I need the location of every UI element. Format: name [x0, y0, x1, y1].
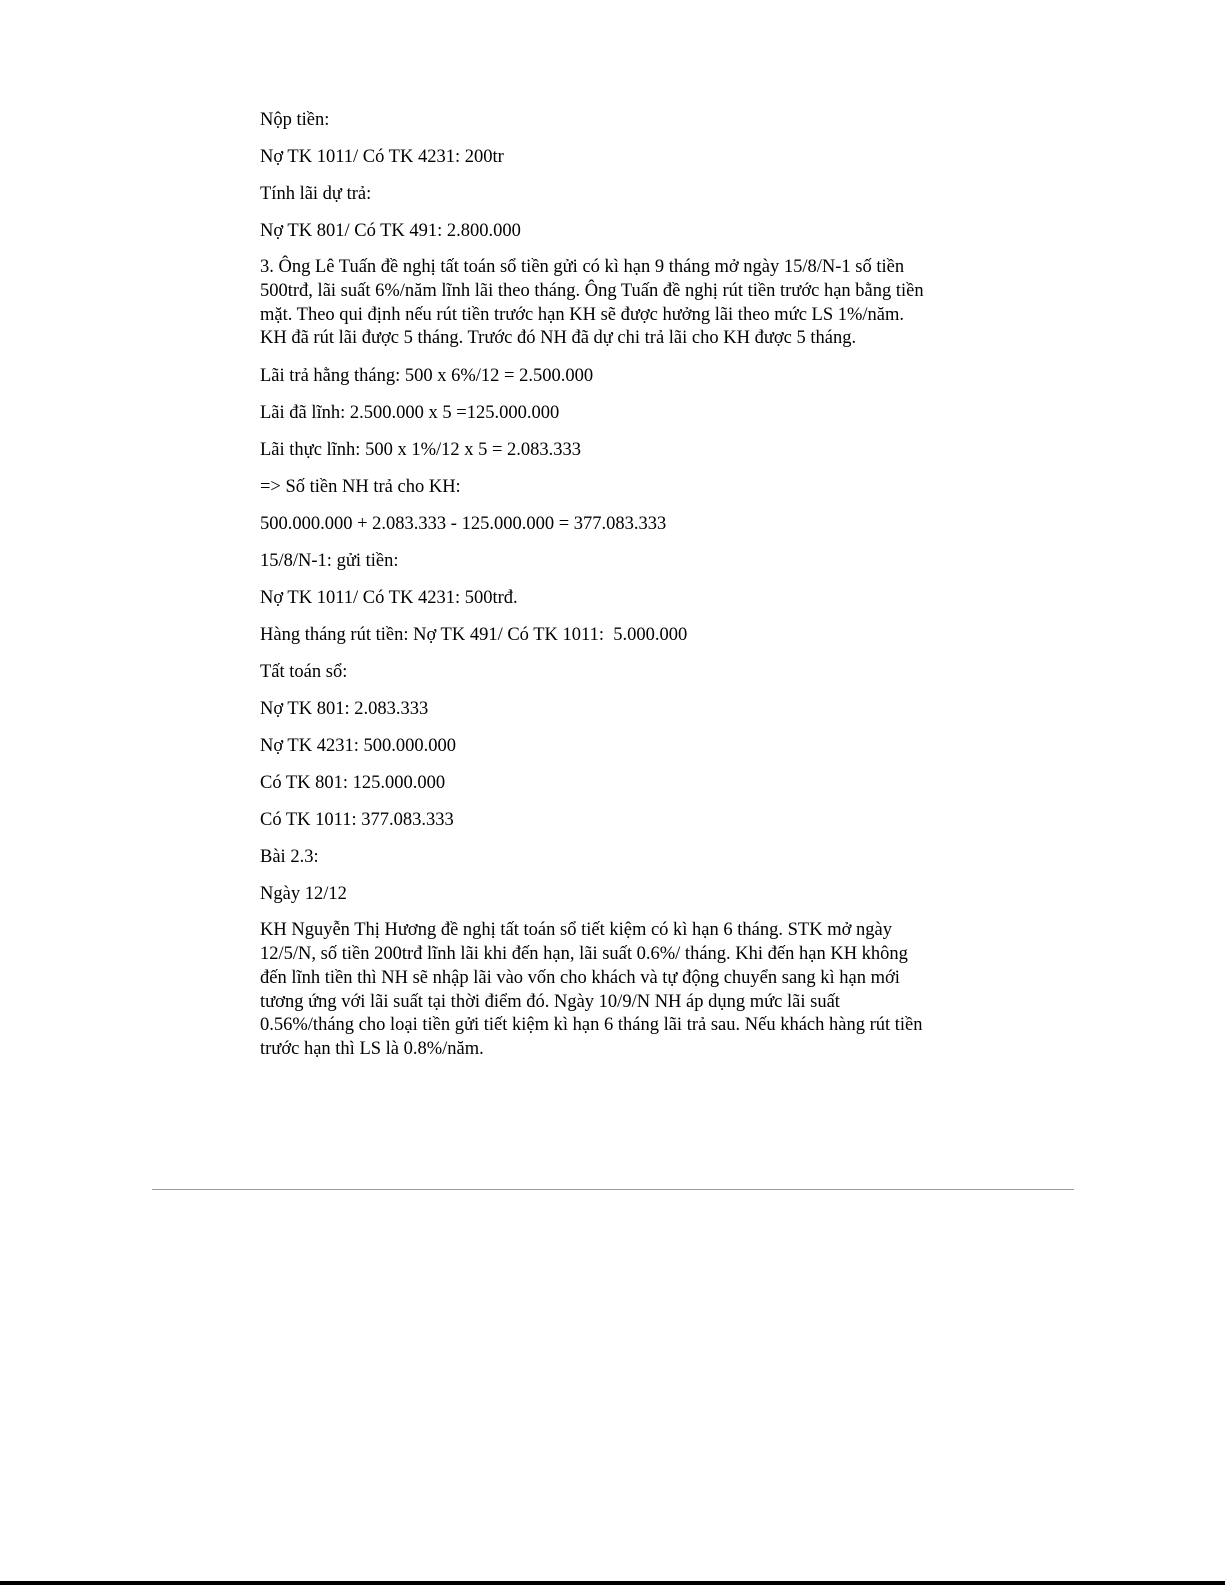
paragraph-deposit-heading: Nộp tiền: [260, 110, 330, 130]
paragraph-exercise-heading: Bài 2.3: [260, 847, 319, 868]
paragraph-monthly-interest: Lãi trả hằng tháng: 500 x 6%/12 = 2.500.000 [260, 366, 594, 387]
paragraph-payout-heading: => Số tiền NH trả cho KH: [260, 477, 461, 498]
paragraph-accrued-interest-heading: Tính lãi dự trả: [260, 184, 372, 204]
paragraph-interest-received: Lãi đã lĩnh: 2.500.000 x 5 =125.000.000 [260, 403, 560, 424]
paragraph-exercise-description: KH Nguyễn Thị Hương đề nghị tất toán sổ tiết kiệm có kì hạn 6 tháng. STK mở ngày 12/5/N, số tiền 200trđ lĩnh lãi khi đến hạn, lãi suất 0.6%/ tháng. Khi đến hạn KH không đến lĩnh tiền thì NH sẽ nhập lãi vào vốn cho khách và tự động chuyển sang kì hạn mới tương ứng với lãi suất tại thời điểm đó. Ngày 10/9/N NH áp dụng mức lãi suất 0.56%/tháng cho loại tiền gửi tiết kiệm kì hạn 6 tháng lãi trả sau. Nếu khách hàng rút tiền trước hạn thì LS là 0.8%/năm. [260, 920, 923, 1060]
paragraph-settlement-heading: Tất toán sổ: [260, 662, 348, 683]
paragraph-deposit-entry-500: Nợ TK 1011/ Có TK 4231: 500trđ. [260, 588, 518, 609]
paragraph-payout-calculation: 500.000.000 + 2.083.333 - 125.000.000 = 377.083.333 [260, 514, 667, 535]
page-bottom-edge [0, 1581, 1225, 1585]
paragraph-entry-debit-801: Nợ TK 801: 2.083.333 [260, 699, 429, 720]
paragraph-accrued-interest-entry: Nợ TK 801/ Có TK 491: 2.800.000 [260, 221, 521, 241]
document-body [260, 108, 980, 1075]
paragraph-entry-debit-4231: Nợ TK 4231: 500.000.000 [260, 736, 456, 757]
paragraph-monthly-withdrawal: Hàng tháng rút tiền: Nợ TK 491/ Có TK 1011: 5.000.000 [260, 625, 688, 646]
paragraph-actual-interest: Lãi thực lĩnh: 500 x 1%/12 x 5 = 2.083.333 [260, 440, 582, 461]
page-divider [152, 1189, 1074, 1190]
paragraph-deposit-entry: Nợ TK 1011/ Có TK 4231: 200tr [260, 147, 504, 167]
paragraph-entry-credit-801: Có TK 801: 125.000.000 [260, 773, 446, 794]
paragraph-entry-credit-1011: Có TK 1011: 377.083.333 [260, 810, 454, 831]
paragraph-problem-3: 3. Ông Lê Tuấn đề nghị tất toán sổ tiền gửi có kì hạn 9 tháng mở ngày 15/8/N-1 số tiền 500trđ, lãi suất 6%/năm lĩnh lãi theo tháng. Ông Tuấn đề nghị rút tiền trước hạn bằng tiền mặt. Theo qui định nếu rút tiền trước hạn KH sẽ được hưởng lãi theo mức LS 1%/năm. KH đã rút lãi được 5 tháng. Trước đó NH đã dự chi trả lãi cho KH được 5 tháng. [260, 257, 924, 349]
paragraph-deposit-date: 15/8/N-1: gửi tiền: [260, 551, 399, 572]
paragraph-exercise-date: Ngày 12/12 [260, 884, 347, 905]
